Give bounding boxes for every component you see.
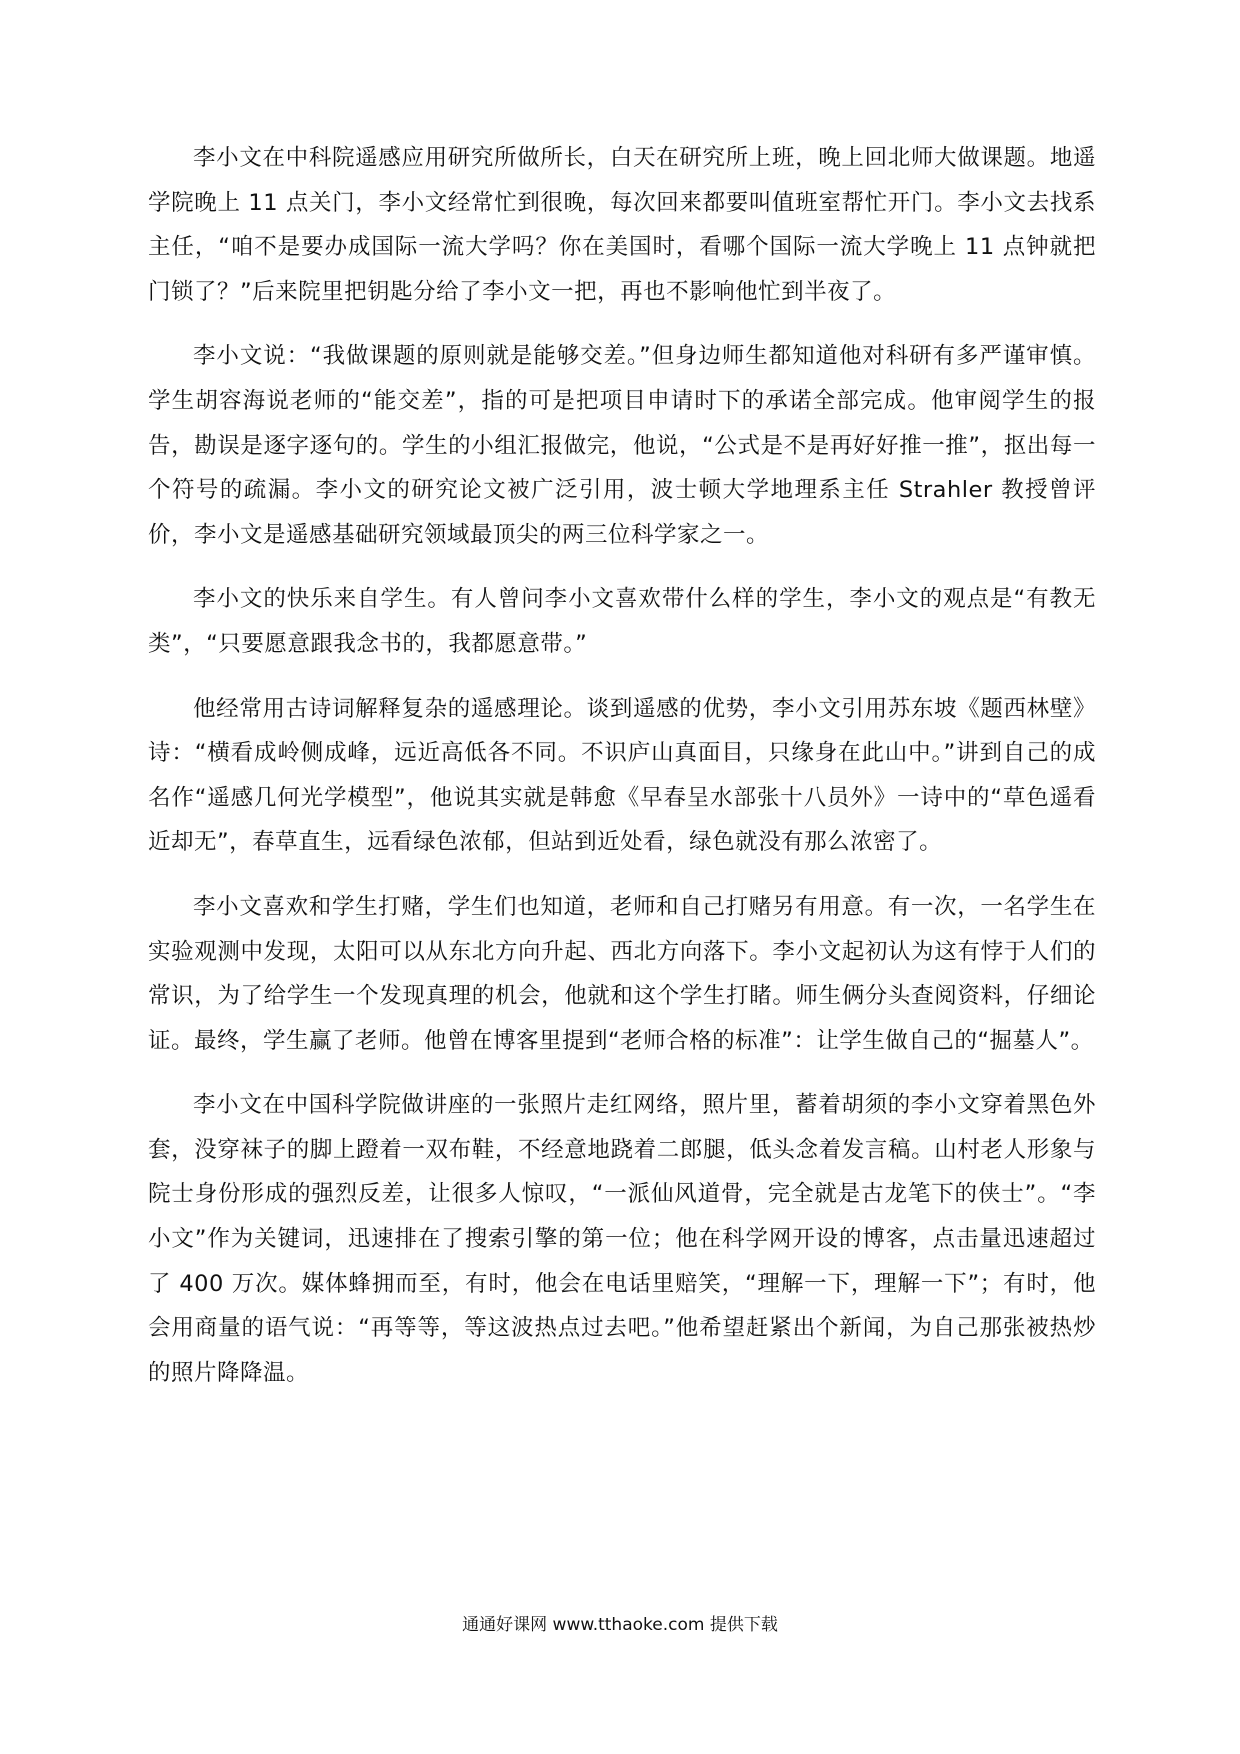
paragraph-6: 李小文在中国科学院做讲座的一张照片走红网络，照片里，蓄着胡须的李小文穿着黑色外套，没穿袜子的脚上蹬着一双布鞋，不经意地跷着二郎腿，低头念着发言稿。山村老人形象与院士身份形成的强烈反差，让很多人惊叹，“一派仙风道骨，完全就是古龙笔下的侠士”。“李小文”作为关键词，迅速排在了搜索引擎的第一位；他在科学网开设的博客，点击量迅速超过了 400 万次。媒体蜂拥而至，有时，他会在电话里赔笑，“理解一下，理解一下”；有时，他会用商量的语气说：“再等等，等这波热点过去吧。”他希望赶紧出个新闻，为自己那张被热炒的照片降降温。 <box>148 1092 1096 1386</box>
paragraph-3: 李小文的快乐来自学生。有人曾问李小文喜欢带什么样的学生，李小文的观点是“有教无类”，“只要愿意跟我念书的，我都愿意带。” <box>148 586 1096 657</box>
page-footer: 通通好课网 www.tthaoke.com 提供下载 <box>462 1615 778 1635</box>
paragraph-5: 李小文喜欢和学生打赌，学生们也知道，老师和自己打赌另有用意。有一次，一名学生在实验观测中发现，太阳可以从东北方向升起、西北方向落下。李小文起初认为这有悖于人们的常识，为了给学生一个发现真理的机会，他就和这个学生打睹。师生俩分头查阅资料，仔细论证。最终，学生赢了老师。他曾在博客里提到“老师合格的标准”：让学生做自己的“掘墓人”。 <box>148 893 1096 1054</box>
article-body <box>148 136 1096 1415</box>
paragraph-4: 他经常用古诗词解释复杂的遥感理论。谈到遥感的优势，李小文引用苏东坡《题西林壁》诗：“横看成岭侧成峰，远近高低各不同。不识庐山真面目，只缘身在此山中。”讲到自己的成名作“遥感几何光学模型”，他说其实就是韩愈《早春呈水部张十八员外》一诗中的“草色遥看近却无”，春草直生，远看绿色浓郁，但站到近处看，绿色就没有那么浓密了。 <box>148 695 1096 856</box>
paragraph-1: 李小文在中科院遥感应用研究所做所长，白天在研究所上班，晚上回北师大做课题。地遥学院晚上 11 点关门，李小文经常忙到很晚，每次回来都要叫值班室帮忙开门。李小文去找系主任，“咱不是要办成国际一流大学吗？你在美国时，看哪个国际一流大学晚上 11 点钟就把门锁了？”后来院里把钥匙分给了李小文一把，再也不影响他忙到半夜了。 <box>148 145 1096 305</box>
paragraph-2: 李小文说：“我做课题的原则就是能够交差。”但身边师生都知道他对科研有多严谨审慎。学生胡容海说老师的“能交差”，指的可是把项目申请时下的承诺全部完成。他审阅学生的报告，勘误是逐字逐句的。学生的小组汇报做完，他说，“公式是不是再好好推一推”，抠出每一个符号的疏漏。李小文的研究论文被广泛引用，波士顿大学地理系主任 Strahler 教授曾评价，李小文是遥感基础研究领域最顶尖的两三位科学家之一。 <box>148 343 1096 548</box>
